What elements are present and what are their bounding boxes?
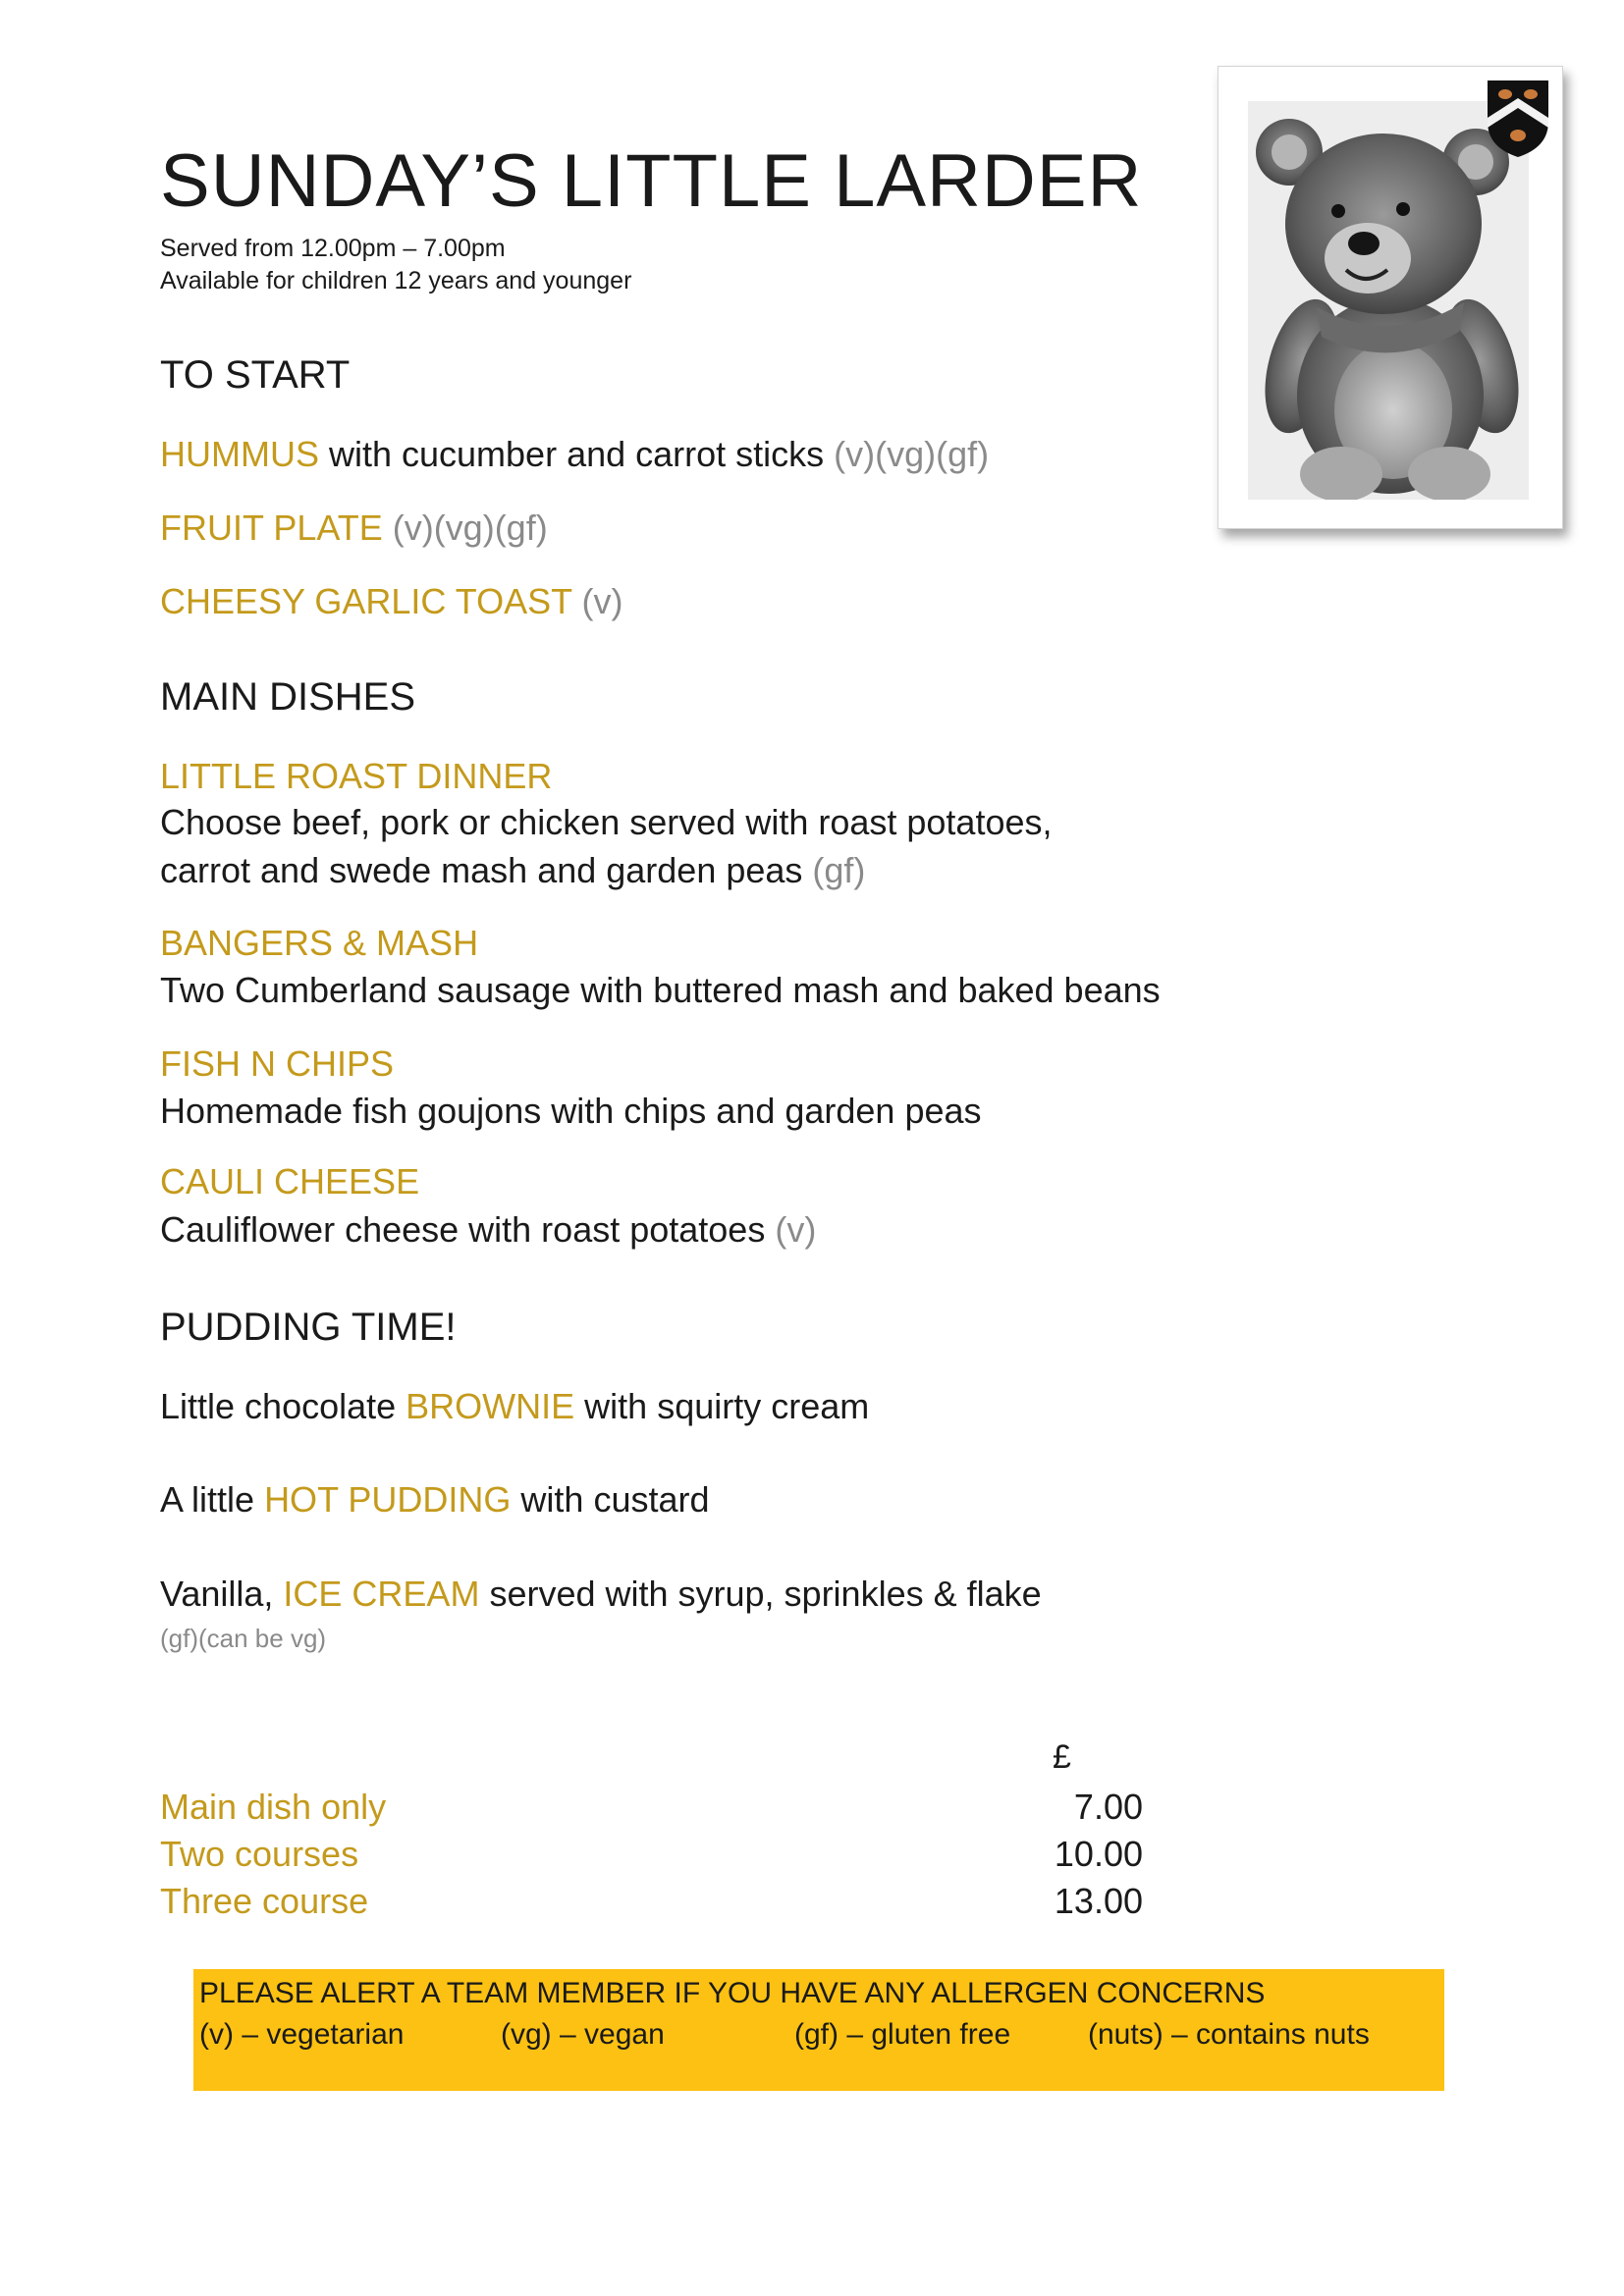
section-heading-puddings: PUDDING TIME! (160, 1306, 457, 1349)
menu-item-fruit-plate (160, 506, 548, 551)
item-description-line: carrot and swede mash and garden peas (160, 850, 813, 890)
key-vegetarian: (v) – vegetarian (199, 2018, 405, 2051)
served-times: Served from 12.00pm – 7.00pm (160, 235, 506, 262)
item-text: A little (160, 1479, 265, 1520)
item-name: FRUIT PLATE (160, 507, 383, 548)
dietary-tags: (gf) (812, 850, 866, 890)
price-value-three-course: 13.00 (1054, 1881, 1143, 1921)
menu-item-fish-n-chips: FISH N CHIPS (160, 1043, 395, 1084)
item-description (160, 848, 865, 893)
menu-item-cheesy-garlic-toast (160, 579, 623, 624)
item-description: Choose beef, pork or chicken served with roast potatoes, (160, 802, 1053, 842)
dietary-tags: (v)(vg)(gf) (834, 434, 990, 474)
section-heading-mains: MAIN DISHES (160, 675, 416, 719)
item-name: HOT PUDDING (264, 1479, 512, 1520)
menu-item-brownie (160, 1384, 869, 1429)
item-text: Vanilla, (160, 1574, 284, 1614)
item-text: with squirty cream (574, 1386, 870, 1426)
menu-item-hot-pudding (160, 1477, 710, 1522)
item-description: with cucumber and carrot sticks (318, 434, 835, 474)
price-value-two-courses: 10.00 (1054, 1834, 1143, 1874)
key-gluten-free: (gf) – gluten free (794, 2018, 1011, 2051)
availability-note: Available for children 12 years and younger (160, 267, 632, 294)
item-name: CHEESY GARLIC TOAST (160, 581, 572, 621)
price-label-three-course: Three course (160, 1881, 369, 1921)
teddy-bear-picture-frame (1218, 66, 1563, 529)
price-label-main: Main dish only (160, 1787, 387, 1827)
item-text: Little chocolate (160, 1386, 406, 1426)
item-description: Two Cumberland sausage with buttered mash and baked beans (160, 970, 1161, 1010)
currency-symbol: £ (1053, 1738, 1071, 1776)
key-vegan: (vg) – vegan (501, 2018, 665, 2051)
price-value-main: 7.00 (1073, 1787, 1143, 1827)
dietary-tags: (gf)(can be vg) (160, 1624, 327, 1653)
key-contains-nuts: (nuts) – contains nuts (1088, 2018, 1370, 2051)
item-description (160, 1207, 816, 1253)
item-description-line: Cauliflower cheese with roast potatoes (160, 1209, 776, 1250)
dietary-tags: (v) (775, 1209, 817, 1250)
dietary-tags: (v)(vg)(gf) (382, 507, 548, 548)
menu-item-ice-cream (160, 1572, 1042, 1617)
price-label-two-courses: Two courses (160, 1834, 359, 1874)
heraldic-crest-icon (1486, 79, 1550, 159)
item-text: with custard (511, 1479, 710, 1520)
allergen-notice: PLEASE ALERT A TEAM MEMBER IF YOU HAVE ANY ALLERGEN CONCERNS (199, 1977, 1266, 2009)
item-name: ICE CREAM (283, 1574, 480, 1614)
section-heading-starters: TO START (160, 353, 351, 397)
menu-title: SUNDAY’S LITTLE LARDER (160, 139, 1143, 223)
menu-item-little-roast-dinner: LITTLE ROAST DINNER (160, 756, 553, 796)
item-text: served with syrup, sprinkles & flake (479, 1574, 1042, 1614)
item-description: Homemade fish goujons with chips and garden peas (160, 1091, 982, 1131)
teddy-bear-illustration (1248, 101, 1529, 500)
menu-item-hummus (160, 432, 989, 477)
dietary-tags: (v) (571, 581, 623, 621)
menu-item-bangers-mash: BANGERS & MASH (160, 923, 479, 963)
item-name: HUMMUS (160, 434, 319, 474)
allergen-banner (193, 1969, 1444, 2091)
item-name: BROWNIE (406, 1386, 575, 1426)
menu-item-cauli-cheese: CAULI CHEESE (160, 1161, 420, 1201)
